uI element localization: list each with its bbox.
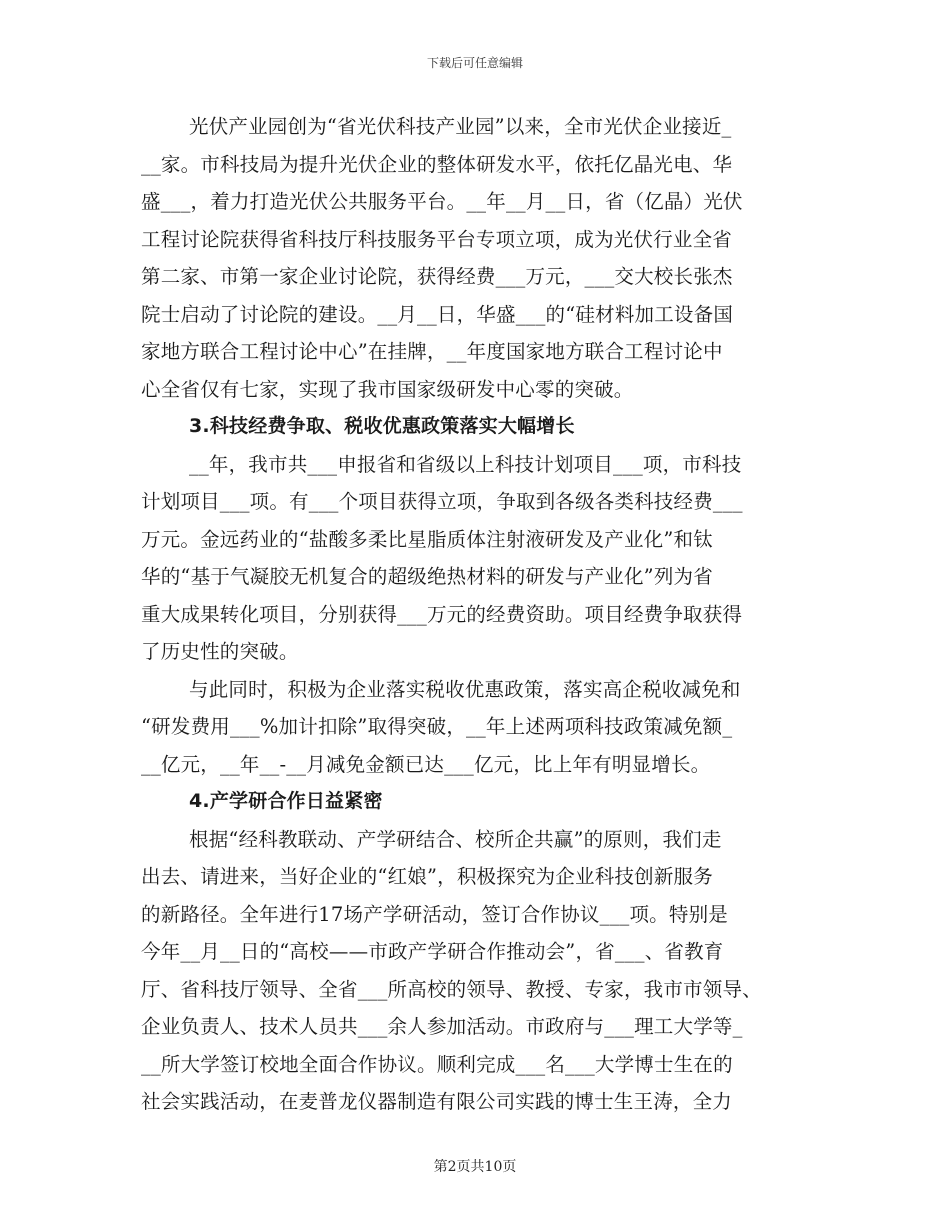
- paragraph-line: 万元。金远药业的“盐酸多柔比星脂质体注射液研发及产业化”和钛: [141, 527, 713, 551]
- paragraph-line: “研发费用___%加计扣除”取得突破，__年上述两项科技政策减免额_: [141, 715, 733, 738]
- page-header: 下载后可任意编辑: [426, 56, 523, 70]
- paragraph-line: 心全省仅有七家，实现了我市国家级研发中心零的突破。: [141, 377, 634, 401]
- paragraph-line: 社会实践活动，在麦普龙仪器制造有限公司实践的博士生王涛，全力: [141, 1090, 733, 1113]
- paragraph-line: 家地方联合工程讨论中心”在挂牌，__年度国家地方联合工程讨论中: [141, 340, 723, 363]
- paragraph-line: 院士启动了讨论院的建设。__月__日，华盛___的“硅材料加工设备国: [141, 302, 734, 326]
- paragraph-line: 第二家、市第一家企业讨论院，获得经费___万元，___交大校长张杰: [141, 265, 733, 288]
- paragraph-line: 出去、请进来，当好企业的“红娘”，积极探究为企业科技创新服务: [141, 865, 713, 888]
- paragraph-line: 盛___，着力打造光伏公共服务平台。__年__月__日，省（亿晶）光伏: [141, 190, 743, 213]
- paragraph-line: __亿元，__年__-__月减免金额已达___亿元，比上年有明显增长。: [141, 752, 711, 776]
- section-heading: 3.科技经费争取、税收优惠政策落实大幅增长: [189, 415, 575, 437]
- paragraph-line: 厅、省科技厅领导、全省___所高校的领导、教授、专家，我市市领导、: [141, 977, 762, 1001]
- paragraph-line: 今年__月__日的“高校——市政产学研合作推动会”，省___、省教育: [141, 940, 724, 963]
- paragraph-line: __所大学签订校地全面合作协议。顺利完成___名___大学博士生在的: [141, 1052, 733, 1076]
- paragraph-line: 光伏产业园创为“省光伏科技产业园”以来，全市光伏企业接近_: [189, 115, 732, 138]
- paragraph-line: 华的“基于气凝胶无机复合的超级绝热材料的研发与产业化”列为省: [141, 565, 713, 588]
- paragraph-line: 企业负责人、技术人员共___余人参加活动。市政府与___理工大学等_: [141, 1015, 743, 1038]
- document-body: [141, 108, 841, 1121]
- paragraph-line: 与此同时，积极为企业落实税收优惠政策，落实高企税收减免和: [189, 677, 741, 701]
- paragraph-line: 重大成果转化项目，分别获得___万元的经费资助。项目经费争取获得: [141, 602, 743, 626]
- paragraph-line: __年，我市共___申报省和省级以上科技计划项目___项，市科技: [189, 452, 742, 476]
- paragraph-line: 的新路径。全年进行17场产学研活动，签订合作协议___项。特别是: [141, 902, 728, 926]
- paragraph-line: 了历史性的突破。: [141, 640, 299, 663]
- paragraph-line: 工程讨论院获得省科技厅科技服务平台专项立项，成为光伏行业全省: [141, 227, 733, 251]
- paragraph-line: __家。市科技局为提升光伏企业的整体研发水平，依托亿晶光电、华: [141, 152, 733, 176]
- paragraph-line: 计划项目___项。有___个项目获得立项，争取到各级各类科技经费___: [141, 490, 743, 513]
- section-heading: 4.产学研合作日益紧密: [189, 790, 383, 812]
- paragraph-line: 根据“经科教联动、产学研结合、校所企共赢”的原则，我们走: [189, 827, 722, 851]
- page-footer: 第2页共10页: [433, 1159, 517, 1175]
